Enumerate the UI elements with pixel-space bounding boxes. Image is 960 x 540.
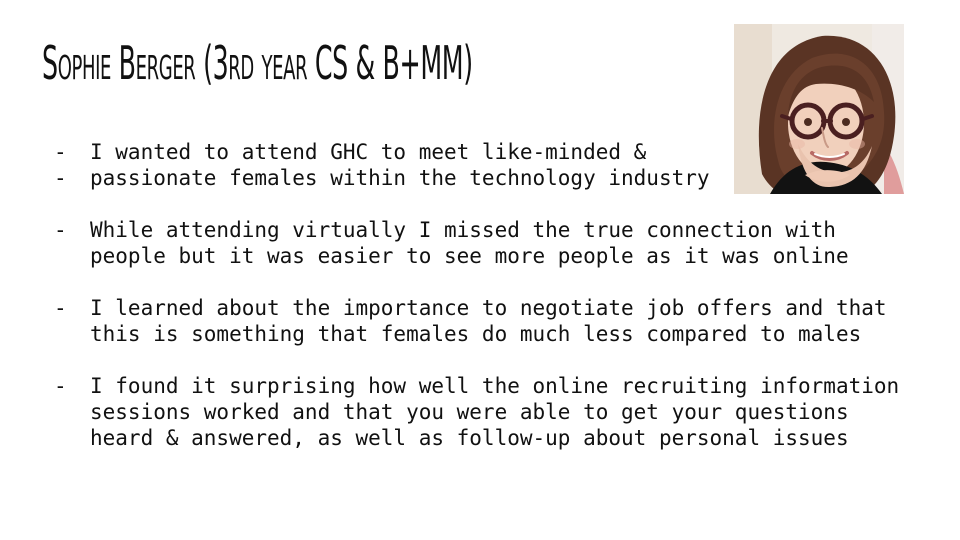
bullet-marker: - [54, 218, 67, 242]
bullet-item [54, 373, 934, 451]
bullet-marker: - [54, 166, 67, 190]
bullet-text: I wanted to attend GHC to meet like-minded & [90, 140, 647, 164]
bullet-text: passionate females within the technology industry [90, 166, 710, 190]
bullet-item [54, 165, 934, 191]
bullet-text: While attending virtually I missed the true connection with people but it was easier to see more people as it was online [90, 218, 849, 268]
slide-title: Sophie Berger (3rd year CS & B+MM) [42, 36, 473, 91]
bullet-item [54, 217, 934, 269]
bullet-list [54, 139, 934, 451]
bullet-text: I found it surprising how well the online recruiting information sessions worked and that you were able to get your questions heard & answered, as well as follow-up about personal issues [90, 374, 900, 450]
bullet-marker: - [54, 140, 67, 164]
bullet-item [54, 139, 934, 165]
bullet-marker: - [54, 296, 67, 320]
bullet-item [54, 295, 934, 347]
bullet-marker: - [54, 374, 67, 398]
bullet-text: I learned about the importance to negotiate job offers and that this is something that females do much less compared to males [90, 296, 887, 346]
